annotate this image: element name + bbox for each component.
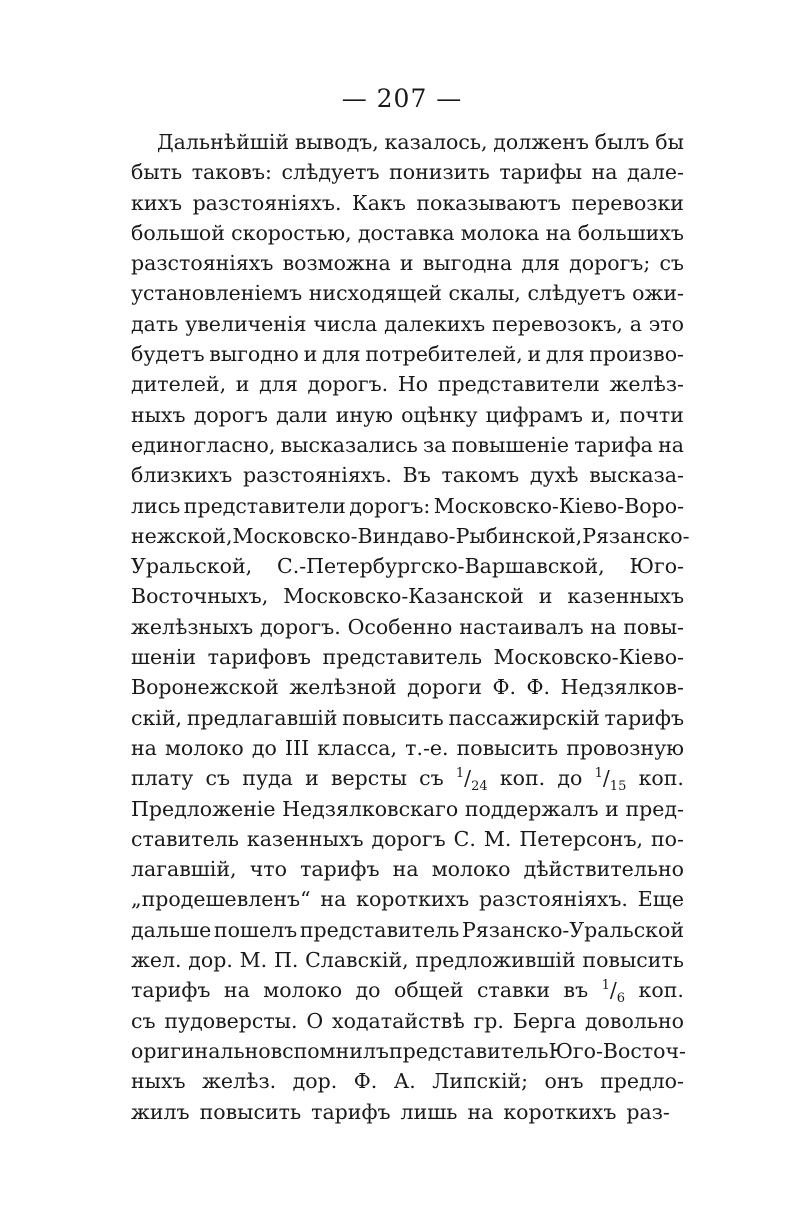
word: казенныхъ [567,584,684,609]
word: нежской, [131,523,233,548]
word: $^1/_{15}$ [594,766,627,795]
text-line [131,975,684,1005]
text-line [131,854,684,884]
word: Московско-Кіево-Воро- [433,493,684,518]
text-line [131,581,684,611]
word: выгодна [422,251,513,276]
text-line [131,1036,684,1066]
word: для [521,251,560,276]
word: Московско-Казанской [283,584,524,609]
word: разстояніяхъ. [243,463,392,488]
word: Но [397,372,429,397]
word: настаивалъ [459,614,584,639]
word: возможна [282,251,391,276]
word: ставитель [131,826,239,851]
word: Юго-Восточ- [548,1038,686,1063]
word: разстояніяхъ. [479,887,628,912]
word: ожи- [632,281,684,306]
word: разстояніяхъ [131,251,274,276]
word: С.-Петербургско-Варшавской, [277,554,605,579]
word: желѣз- [609,372,684,397]
word: молоко [164,735,244,760]
word: ныхъ [131,402,186,427]
text-line [131,491,684,521]
word: плату [131,766,194,791]
word: коп. [638,766,684,791]
word: нисходящей [308,281,442,306]
word: кихъ [131,190,183,215]
word: въ [563,978,589,1003]
text-line [131,188,684,218]
text-line [131,884,684,914]
word: слѣдуетъ [527,281,626,306]
word: ходатайствѣ [332,1008,465,1033]
word: провозную [566,735,684,760]
word: дали [276,402,328,427]
word: представители [183,493,346,518]
page-number: — 207 — [341,84,463,113]
word: до [251,735,277,760]
word: лишь [400,1099,458,1124]
word: класса, [317,735,398,760]
word: это [648,311,684,336]
word: жилъ [131,1099,190,1124]
word: версты [330,766,407,791]
text-line [131,430,684,460]
word: произво- [589,342,684,367]
word: Недзялковскаго [282,796,459,821]
word: дѣйствительно [523,857,684,882]
word: высказа- [589,463,684,488]
word: повы- [623,614,684,639]
text-line [131,794,684,824]
word: увеличенія [185,311,307,336]
word: на [545,220,572,245]
word: тарифа [574,432,653,457]
word: казенныхъ [246,826,364,851]
word: повысить [342,705,444,730]
word: высказались [280,432,418,457]
word: долженъ [493,130,589,154]
word: дальше [131,917,212,942]
word: молока [460,220,540,245]
text-line [131,551,684,581]
word: и [605,796,619,821]
word: дале- [627,160,684,185]
text-line [131,945,684,975]
word: дать [131,311,179,336]
word: пред- [625,796,684,821]
word: пассажирскій [448,705,600,730]
text-line [131,218,684,248]
word: дороги [407,675,482,700]
word: $^1/_{24}$ [455,766,488,795]
word: Недзялков- [560,675,684,700]
word: Предложеніе [131,796,276,821]
word: дорогъ [371,826,446,851]
word: пошелъ [213,917,298,942]
word: казалось, [384,130,488,154]
word: до [355,978,381,1003]
word: числа [313,311,378,336]
word: почти [619,402,684,427]
word: бы [655,130,684,154]
word: выводъ, [294,130,379,154]
word: молоко [431,857,511,882]
word: общей [393,978,464,1003]
word: короткихъ [503,1099,617,1124]
word: лагавшій, [131,857,237,882]
text-line [131,612,684,642]
word: такомъ [441,463,520,488]
text-line [131,339,684,369]
word: предложившій [415,948,576,973]
word: Воронежской [131,675,279,700]
word: О [306,1008,324,1033]
word: М. [483,826,512,851]
word: Еще [637,887,684,912]
word: представитель [299,917,460,942]
word: поддержалъ [464,796,599,821]
word: короткихъ [356,887,470,912]
word: Рязанско- [582,523,690,548]
word: П. [273,948,299,973]
word: довольно [584,1008,684,1033]
word: пуда [242,766,293,791]
word: на [223,978,250,1003]
word: представитель [388,1038,549,1063]
word: для [259,372,298,397]
word: дорогъ; [569,251,651,276]
word: тарифъ [604,705,684,730]
word: цифрамъ [485,402,583,427]
word: желѣзной [289,675,397,700]
word: и [399,251,414,276]
word: ныхъ [131,1069,186,1094]
text-line [131,521,690,551]
word: коп. [499,766,546,791]
word: до [557,766,583,791]
word: перевозки [571,190,684,215]
word: Славскій, [305,948,409,973]
text-line [131,1066,684,1096]
word: коп. [638,978,684,1003]
word: близкихъ [131,463,233,488]
word: дителей, [131,372,227,397]
word: что [249,857,287,882]
word: желѣз. [202,1069,277,1094]
word: оригинально [131,1038,271,1063]
text-line [131,127,684,157]
word: А. [393,1069,416,1094]
text-line [131,733,684,763]
word: на [467,1099,494,1124]
text-line [131,915,684,945]
word: дорогъ. [259,614,341,639]
word: Ф. [492,675,516,700]
word: на [590,614,617,639]
word: повысить [199,1099,302,1124]
word: Въ [402,463,431,488]
text-line [131,309,684,339]
text-line [131,763,684,793]
word: Какъ [351,190,406,215]
word: и [538,584,553,609]
word: быть [131,160,183,185]
word: понизить [389,160,490,185]
word: Дальнѣйшій [157,130,290,154]
word: Уральской, [131,554,253,579]
word: желѣзныхъ [131,614,254,639]
word: по- [651,826,684,851]
word: для [545,342,585,367]
word: и [527,342,542,367]
word: тарифъ [300,857,380,882]
word: перевозокъ, [492,311,623,336]
word: С. [453,826,476,851]
word: Восточныхъ, [131,584,269,609]
word: иную [335,402,393,427]
word: вспомнилъ [270,1038,389,1063]
text-line [131,248,684,278]
word: и [235,372,250,397]
word: тарифы [499,160,583,185]
word: доставка [357,220,455,245]
word: пудоверсты. [164,1008,298,1033]
word: единогласно, [131,432,276,457]
word: потребителей, [365,342,523,367]
word: М. [239,948,268,973]
word: для [322,342,361,367]
word: жел. [131,948,182,973]
word: скоростью, [231,220,352,245]
word: дорогъ: [349,493,431,518]
word: III [284,735,310,760]
word: дор. [292,1069,338,1094]
word: съ [659,251,684,276]
word: Московско-Виндаво-Рыбинской, [232,523,583,548]
word: большой [131,220,225,245]
word: предло- [600,1069,684,1094]
word: Рязанско-Уральской [462,917,684,942]
text-line [131,824,684,854]
word: на [392,857,419,882]
word: за [422,432,447,457]
text-line [131,278,684,308]
word: Липскій; [432,1069,529,1094]
word: „продешевленъ“ [131,887,311,912]
word: на [131,735,157,760]
text-line [131,157,684,187]
text-line [131,1006,684,1036]
word: таковъ: [191,160,272,185]
word: слѣдуетъ [281,160,380,185]
word: тарифъ [311,1099,391,1124]
word: на [320,887,347,912]
word: Ф. [353,1069,378,1094]
word: скалы, [448,281,521,306]
word: молоко [263,978,343,1003]
word: Юго- [629,554,684,579]
word: показываютъ [416,190,561,215]
word: Московско-Кіево- [493,645,684,670]
word: раз- [626,1099,670,1124]
word: установленіемъ [131,281,303,306]
text-line [131,1097,684,1127]
word: Петерсонъ, [519,826,644,851]
word: ставки [477,978,551,1003]
text-line [131,642,684,672]
word: предлагавшій [186,705,338,730]
word: тарифъ [131,978,211,1003]
word: на [658,432,684,457]
word: $^1/_6$ [601,978,626,1007]
word: далекихъ [384,311,486,336]
word: представитель [322,645,482,670]
word: повысить [582,948,684,973]
word: лись [131,493,181,518]
word: повышеніе [451,432,569,457]
word: духѣ [529,463,579,488]
word: выгодно [209,342,299,367]
word: дор. [188,948,233,973]
text-line [131,460,684,490]
word: шеніи [131,645,197,670]
body-text [131,127,690,1127]
word: повысить [456,735,559,760]
word: Берга [512,1008,577,1033]
text-line [131,369,684,399]
word: Ф. [526,675,551,700]
word: и [303,342,318,367]
word: былъ [594,130,650,154]
word: съ [205,766,231,791]
word: большихъ [577,220,684,245]
word: будетъ [131,342,205,367]
word: гр. [473,1008,504,1033]
word: и, [591,402,612,427]
word: а [629,311,642,336]
word: дорогъ [193,402,268,427]
word: съ [131,1008,156,1033]
word: оцѣнку [401,402,478,427]
word: тарифовъ [207,645,311,670]
word: онъ [544,1069,584,1094]
word: скій, [131,705,183,730]
word: Особенно [347,614,453,639]
text-line [131,703,684,733]
word: съ [419,766,444,791]
word: дорогъ. [307,372,389,397]
text-line [131,400,684,430]
text-line [131,672,684,702]
word: т.-е. [405,735,449,760]
word: разстояніяхъ. [192,190,342,215]
word: на [591,160,618,185]
word: представители [437,372,600,397]
word: и [305,766,319,791]
